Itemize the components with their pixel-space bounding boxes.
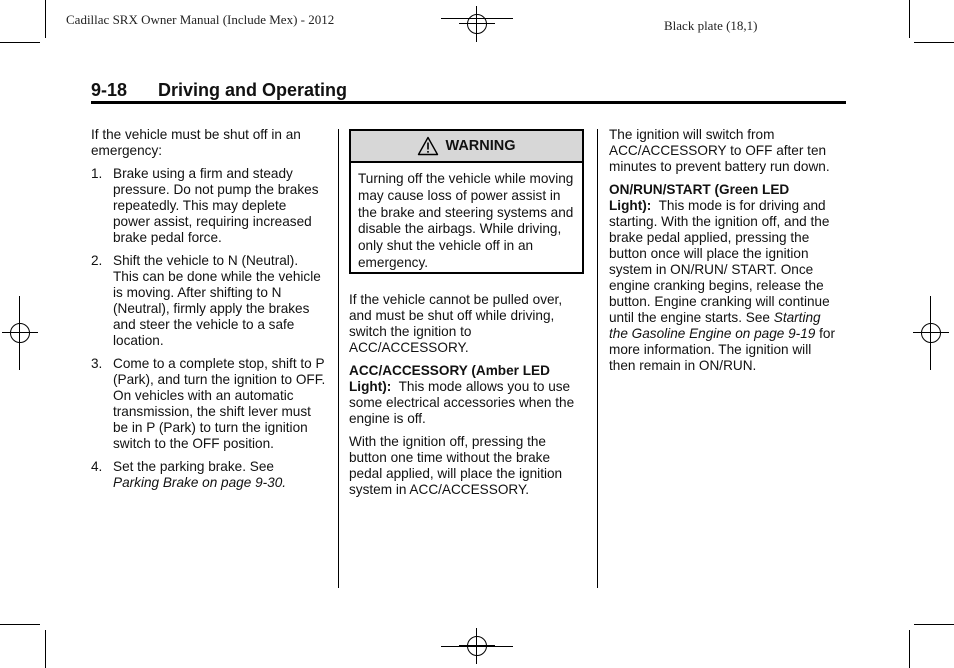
intro-text: If the vehicle must be shut off in an emergency: (91, 127, 301, 158)
crop-mark (19, 296, 20, 370)
paragraph: ACC/ACCESSORY (Amber LED Light): This mode allows you to use some electrical accessories when the engine is off. (349, 363, 575, 426)
crop-mark (45, 0, 46, 38)
plate-title: Cadillac SRX Owner Manual (Include Mex) - 2012 (66, 12, 335, 27)
crop-mark (45, 630, 46, 668)
on-run-start-label: ON/RUN/START (Green LED Light): (609, 182, 790, 213)
paragraph: The ignition will switch from ACC/ACCESSORY to OFF after ten minutes to prevent battery run down. (609, 127, 830, 174)
crop-mark (441, 18, 513, 19)
exclamation-icon (417, 136, 439, 156)
list-item: 2. Shift the vehicle to N (Neutral). This can be done while the vehicle is moving. After shifting to N (Neutral), firmly apply the brakes and steer the vehicle to a safe location. (91, 253, 321, 348)
list-item: 4. Set the parking brake. See Parking Brake on page 9-30. (91, 459, 287, 490)
warning-text: Turning off the vehicle while moving may cause loss of power assist in the brake and steering systems and disable the airbags. While driving, only shut the vehicle off in an emergency. (358, 171, 574, 270)
plate-number: Black plate (18,1) (664, 18, 758, 33)
column-3 (609, 127, 837, 381)
crop-mark (0, 42, 40, 43)
column-divider (338, 129, 339, 588)
crop-mark (930, 296, 931, 370)
header-rule (91, 101, 846, 104)
crop-mark (914, 624, 954, 625)
registration-mark-icon (2, 315, 38, 351)
warning-box (349, 129, 584, 274)
paragraph: If the vehicle cannot be pulled over, and must be shut off while driving, switch the ignition to ACC/ACCESSORY. (349, 292, 563, 355)
crop-mark (914, 42, 954, 43)
crop-mark (909, 630, 910, 668)
column-2 (349, 292, 585, 505)
column-divider (597, 129, 598, 588)
registration-mark-icon (913, 315, 949, 351)
paragraph: With the ignition off, pressing the button one time without the brake pedal applied, will place the ignition system in ACC/ACCESSORY. (349, 434, 563, 497)
section-title: Driving and Operating (158, 80, 348, 100)
registration-mark-icon (459, 6, 495, 42)
warning-label: WARNING (445, 138, 516, 154)
emergency-steps (91, 166, 326, 491)
list-item: 3. Come to a complete stop, shift to P (Park), and turn the ignition to OFF. On vehicles with an automatic transmission, the shift lever must be in P (Park) to turn the ignition switch to the OFF position. (91, 356, 326, 451)
page-number: 9-18 (91, 80, 128, 100)
list-item: 1. Brake using a firm and steady pressure. Do not pump the brakes repeatedly. This may deplete power assist, requiring increased brake pedal force. (91, 166, 319, 245)
crop-mark (909, 0, 910, 38)
crop-mark (441, 646, 513, 647)
acc-mode-label: ACC/ACCESSORY (Amber LED Light): (349, 363, 550, 394)
crop-mark (0, 624, 40, 625)
cross-reference-link[interactable]: Starting the Gasoline Engine on page 9-19 (609, 310, 821, 341)
cross-reference-link[interactable]: Parking Brake on page 9-30. (113, 475, 287, 490)
paragraph: ON/RUN/START (Green LED Light): This mode is for driving and starting. With the ignition off, and the brake pedal applied, pressing the button once will place the ignition system in ON/RUN/ START. Once engine cranking begins, release the button. Engine cranking will continue until the engine starts. See Starting the Gasoline Engine on page 9-19 for more information. The ignition will then remain in ON/RUN. (609, 182, 835, 373)
column-1 (91, 127, 326, 498)
warning-header (351, 131, 582, 163)
